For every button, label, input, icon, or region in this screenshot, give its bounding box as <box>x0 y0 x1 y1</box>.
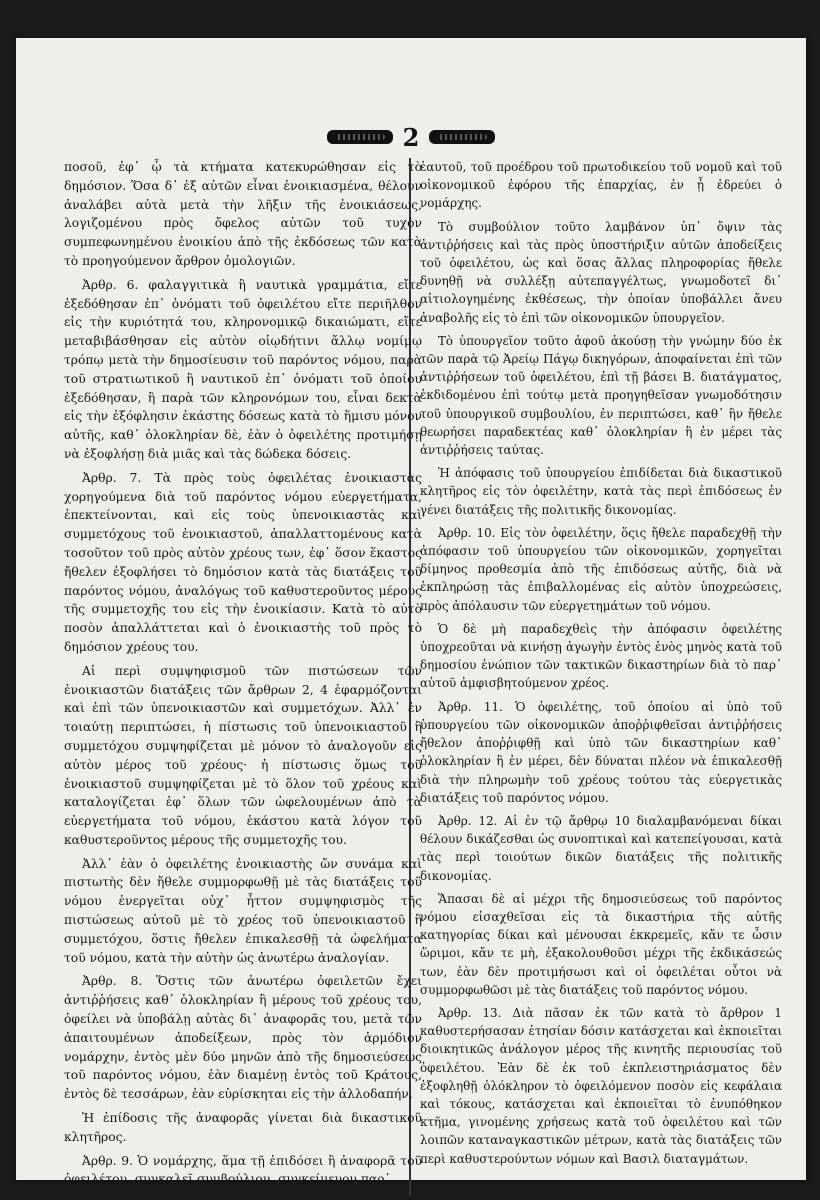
paragraph: Ἀλλ᾽ ἐὰν ὁ ὀφειλέτης ἐνοικιαστὴς ὤν συνάμα καὶ πιστωτὴς δὲν ἤθελε συμμορφωθῇ μὲ τὰς διατάξεις τοῦ νόμου ἐνεργεῖται οὐχ᾽ ἧττον συμψηφισμὸς τῆς πιστώσεως αὐτοῦ μὲ τὸ χρέος τοῦ ὑπενοικιαστοῦ ἢ συμμετόχου, ὅστις ἤθελεν ἐπικαλεσθῇ τὰ ὠφελήματα τοῦ νόμου, κατὰ τὴν αὐτὴν ὡς ἀνωτέρω ἀναλογίαν. <box>64 856 422 965</box>
paragraph: Ἀρθρ. 8. Ὅστις τῶν ἀνωτέρω ὀφειλετῶν ἔχει ἀντιῤῥήσεις καθ᾽ ὁλοκληρίαν ἢ μέρους τοῦ χρέους του, ὀφείλει νὰ ὑποβάλῃ αὐτὰς δι᾽ ἀναφορᾶς του, μετὰ τῶν ἀπαιτουμένων ἀποδείξεων, πρὸς τὸν ἁρμόδιον νομάρχην, ἐντὸς μὲν δύο μηνῶν ἀπὸ τῆς δημοσιεύσεως τοῦ παρόντος νόμου, ἐὰν διαμένῃ ἐντὸς τοῦ Κράτους, ἐντὸς δὲ τεσσάρων, ἐὰν εὑρίσκηται εἰς τὴν ἀλλοδαπήν. <box>64 974 422 1102</box>
paragraph: Ἀρθρ. 7. Τὰ πρὸς τοὺς ὀφειλέτας ἐνοικιαστὰς χορηγούμενα διὰ τοῦ παρόντος νόμου εὐεργετήματα, ἐπεκτείνονται, καὶ εἰς τοὺς ὑπενοικιαστὰς καὶ συμμετόχους τοῦ ἐνοικιαστοῦ, ἀπαλλαττομένους κατὰ τοσοῦτον τοῦ πρὸς αὐτὸν χρέους των, ἐφ᾽ ὅσον ἕκαστος ἤθελεν ἐξοφλήσει τὸ δημόσιον κατὰ τὰς διατάξεις τοῦ παρόντος νόμου, ἀναλόγως τοῦ καθυστεροῦντος μέρους τῆς συμμετοχῆς του εἰς τὴν ἐνοικίασιν. Κατὰ τὸ αὐτὸ ποσὸν ἀπαλλάττεται καὶ ὁ ἐνοικιαστὴς τοῦ πρὸς τὸ δημόσιον χρέους του. <box>64 470 422 654</box>
paragraph: ποσοῦ, ἐφ᾽ ᾧ τὰ κτήματα κατεκυρώθησαν εἰς τὸ δημόσιον. Ὅσα δ᾽ ἐξ αὐτῶν εἶναι ἐνοικιασμένα, θέλουν ἀναλάβει αὐτὰ μετὰ τὴν λῆξιν τῆς ἐνοικιάσεως, λογιζομένου πρὸς ὄφελος αὐτῶν τοῦ τυχὸν συμπεφωνημένου ἐνοικίου ἀπὸ τῆς ἐκδόσεως τῶν κατὰ τὸ προηγούμενον ἄρθρον ὁμολογιῶν. <box>64 160 422 268</box>
page-header <box>16 122 806 152</box>
paragraph: Ἀρθρ. 12. Αἱ ἐν τῷ ἄρθρῳ 10 διαλαμβανόμεναι δίκαι θέλουν δικάζεσθαι ὡς συνοπτικαὶ καὶ κατεπείγουσαι, κατὰ τὰς περὶ τοιούτων δικῶν διατάξεις τῆς πολιτικῆς δικονομίας. <box>420 813 782 883</box>
left-column <box>64 158 422 1194</box>
right-column <box>420 158 782 1173</box>
paragraph: Ἀρθρ. 11. Ὁ ὀφειλέτης, τοῦ ὁποίου αἱ ὑπὸ τοῦ ὑπουργείου τῶν οἰκονομικῶν ἀποῤῥιφθεῖσαι ἀντιῤῥήσεις ἤθελον ἀποῤῥιφθῇ καὶ ὑπὸ τῶν δικαστηρίων καθ᾽ ὁλοκληρίαν ἢ ἐν μέρει, δὲν δύναται πλέον νὰ ἐπικαλεσθῇ διὰ τὴν πληρωμὴν τοῦ χρέους τούτου τὰς εὐεργετικὰς διατάξεις τοῦ παρόντος νόμου. <box>420 699 782 805</box>
left-ornament <box>327 130 393 144</box>
paragraph: Ἡ ἐπίδοσις τῆς ἀναφορᾶς γίνεται διὰ δικαστικοῦ κλητῆρος. <box>64 1111 422 1144</box>
paragraph: Τὸ συμβούλιον τοῦτο λαμβάνον ὑπ᾽ ὄψιν τὰς ἀντιῤῥήσεις καὶ τὰς πρὸς ὑποστήριξιν αὐτῶν ἀποδείξεις τοῦ ὀφειλέτου, ὡς καὶ ὅσας ἄλλας πληροφορίας ἤθελε δυνηθῇ νὰ συλλέξῃ αὐτεπαγγέλτως, γνωμοδοτεῖ δι᾽ αἰτιολογημένης ἐκθέσεως, τὴν ὁποίαν ὑποβάλλει ἄνευ ἀναβολῆς εἰς τὸ ἐπὶ τῶν οἰκονομικῶν ὑπουργεῖον. <box>420 219 782 325</box>
paragraph: Ἡ ἀπόφασις τοῦ ὑπουργείου ἐπιδίδεται διὰ δικαστικοῦ κλητῆρος εἰς τὸν ὀφειλέτην, κατὰ τὰς περὶ ἐπιδόσεως ἐν γένει διατάξεις τῆς πολιτικῆς δικονομίας. <box>420 466 782 517</box>
paragraph: Ἀρθρ. 6. φαλαγγιτικὰ ἢ ναυτικὰ γραμμάτια, εἴτε ἐξεδόθησαν ἐπ᾽ ὀνόματι τοῦ ὀφειλέτου εἴτε περιῆλθον εἰς τὴν κυριότητά του, κληρονομικῷ δικαιώματι, εἴτε μεταβιβάσθησαν εἰς αὐτὸν οἱῳδήτινι ἄλλῳ νομίμῳ τρόπῳ μετὰ τὴν δημοσίευσιν τοῦ παρόντος νόμου, παρὰ τοῦ στρατιωτικοῦ ἢ ναυτικοῦ ἐπ᾽ ὀνόματι τοῦ ὁποίου ἐξεδόθησαν, ἢ παρὰ τῶν κληρονόμων του, εἶναι δεκτὰ εἰς τὴν ἐξόφλησιν ἑκάστης δόσεως κατὰ τὸ ἥμισυ μόνον αὐτῆς, καθ᾽ ὁλοκληρίαν δὲ, ἐὰν ὁ ὀφειλέτης προτιμήσῃ νὰ ἐξοφλήσῃ διὰ μιᾶς καὶ τὰς δώδεκα δόσεις. <box>64 277 422 461</box>
paragraph: Ἀρθρ. 10. Εἰς τὸν ὀφειλέτην, ὅςις ἤθελε παραδεχθῇ τὴν ἀπόφασιν τοῦ ὑπουργείου τῶν οἰκονομικῶν, χορηγεῖται δίμηνος προθεσμία ἀπὸ τῆς ἐπιδόσεως αὐτῆς, διὰ νὰ ἐκπληρώσῃ τὰς ἐπιβαλλομένας εἰς αὐτὸν ὑποχρεώσεις, πρὸς ἀπόλαυσιν τῶν εὐεργετημάτων τοῦ νόμου. <box>420 525 782 613</box>
paragraph: Τὸ ὑπουργεῖον τοῦτο ἀφοῦ ἀκούσῃ τὴν γνώμην δύο ἐκ τῶν παρὰ τῷ Ἀρείῳ Πάγῳ δικηγόρων, ἀποφαίνεται ἐπὶ τῶν ἀντιῤῥήσεων τοῦ ὀφειλέτου, ἐπὶ τῇ βάσει Β. διατάγματος, ἐκδιδομένου ἐπὶ τούτῳ μετὰ προηγηθεῖσαν γνωμοδότησιν τοῦ ὑπουργικοῦ συμβουλίου, ἐν περιπτώσει, καθ᾽ ἣν ἤθελε θεωρήσει παραδεκτέας καθ᾽ ὁλοκληρίαν ἢ ἐν μέρει τὰς ἀντιῤῥήσεις ταύτας. <box>420 333 782 458</box>
paragraph: Ἀρθρ. 9. Ὁ νομάρχης, ἅμα τῇ ἐπιδόσει ἢ ἀναφορᾶ τοῦ ὀφειλέτου, συγκαλεῖ συμβούλιον, συγκείμενον παρ᾽ <box>64 1153 422 1187</box>
paragraph: ἑαυτοῦ, τοῦ προέδρου τοῦ πρωτοδικείου τοῦ νομοῦ καὶ τοῦ οἰκονομικοῦ ἐφόρου τῆς ἐπαρχίας, ἐν ᾗ ἑδρεύει ὁ νομάρχης. <box>420 160 782 211</box>
paragraph: Ὁ δὲ μὴ παραδεχθεὶς τὴν ἀπόφασιν ὀφειλέτης ὑποχρεοῦται νὰ κινήσῃ ἀγωγὴν ἐντὸς ἑνὸς μηνὸς κατὰ τοῦ δημοσίου ἐνώπιον τῶν τακτικῶν δικαστηρίων διὰ τὸ παρ᾽ αὐτοῦ ἀμφισβητούμενον χρέος. <box>420 621 782 691</box>
paragraph: Ἀρθρ. 13. Διὰ πᾶσαν ἐκ τῶν κατὰ τὸ ἄρθρον 1 καθυστερήσασαν ἐτησίαν δόσιν κατάσχεται καὶ ἐκποιεῖται διοικητικῶς ἀνάλογον μέρος τῆς κινητῆς περιουσίας τοῦ ὀφειλέτου. Ἐὰν δὲ ἐκ τοῦ ἐκπλειστηριάσματος δὲν ἐξοφληθῇ ὁλόκληρον τὸ ὀφειλόμενον ποσὸν εἰς κεφάλαια καὶ τόκους, κατάσχεται καὶ ἐκποιεῖται τὸ ἐνυπόθηκον κτῆμα, γινομένης χρήσεως κατὰ τοῦ ὀφειλέτου καὶ τῶν λοιπῶν καταναγκαστικῶν μέτρων, κατὰ τὰς διατάξεις τῶν περὶ καθυστερούντων νόμων καὶ Βασιλ διαταγμάτων. <box>420 1005 782 1166</box>
page-number: 2 <box>402 122 420 152</box>
document-page <box>16 38 806 1187</box>
paragraph: Αἱ περὶ συμψηφισμοῦ τῶν πιστώσεων τῶν ἐνοικιαστῶν διατάξεις τῶν ἄρθρων 2, 4 ἐφαρμόζονται καὶ ἐπὶ τῶν ὑπενοικιαστῶν καὶ συμμετόχων. Ἀλλ᾽ ἐν τοιαύτῃ περιπτώσει, ἡ πίστωσις τοῦ ὑπενοικιαστοῦ ἢ συμμετόχου συμψηφίζεται μὲ μόνον τὸ ἀναλογοῦν εἰς αὐτὸν μέρος τοῦ χρέους· ἡ πίστωσις ὅμως τοῦ ἐνοικιαστοῦ συμψηφίζεται μὲ τὸ ὅλον τοῦ χρέους καὶ καταλογίζεται ἐφ᾽ ὅλων τῶν ὠφελουμένων ἀπὸ τὰ εὐεργετήματα τοῦ νόμου, ἑκάστου κατὰ λόγον τοῦ καθυστεροῦντος μέρους τῆς συμμετοχῆς του. <box>64 663 422 847</box>
right-ornament <box>429 130 495 144</box>
paragraph: Ἅπασαι δὲ αἱ μέχρι τῆς δημοσιεύσεως τοῦ παρόντος νόμου εἰσαχθεῖσαι εἰς τὰ δικαστήρια τῆς αὐτῆς κατηγορίας δίκαι καὶ μένουσαι ἐκκρεμεῖς, κἄν τε ὦσιν ὥριμοι, κἄν τε μὴ, ἐξακολουθοῦσι μέχρι τῆς ἐκδικάσεώς των, ἐὰν δὲν προτιμήσωσι καὶ οἱ ὀφειλέται οὗτοι νὰ συμμορφωθῶσι μὲ τὰς διατάξεις τοῦ παρόντος νόμου. <box>420 891 782 997</box>
